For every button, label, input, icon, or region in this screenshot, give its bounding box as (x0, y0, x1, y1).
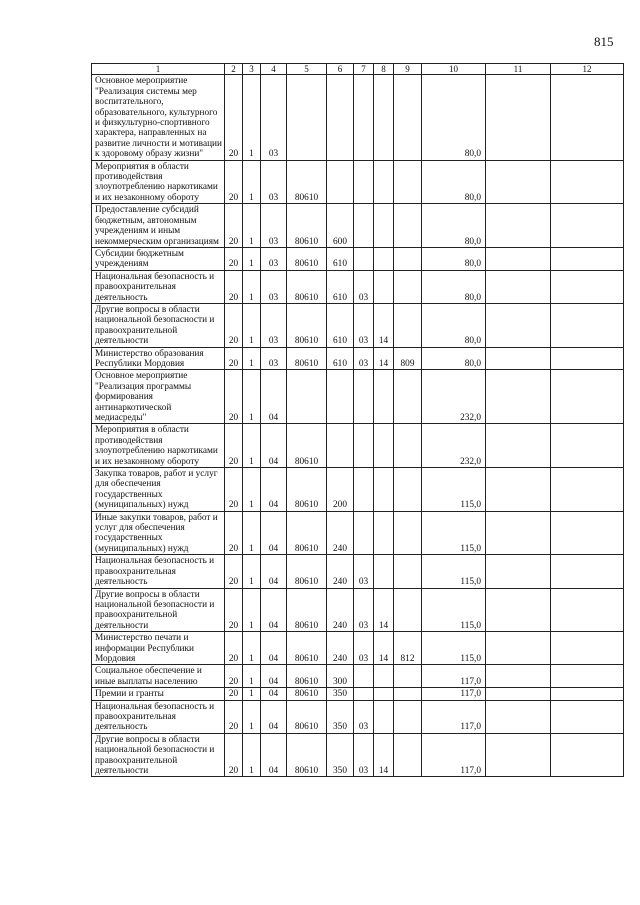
code-cell (374, 468, 394, 512)
code-cell: 1 (243, 370, 261, 424)
code-cell: 80610 (287, 700, 327, 733)
code-cell (394, 160, 422, 204)
table-row (92, 555, 624, 588)
table-row (92, 688, 624, 700)
code-cell: 610 (327, 270, 354, 303)
amount-cell: 80,0 (422, 247, 486, 270)
code-cell: 1 (243, 555, 261, 588)
amount-cell (551, 688, 624, 700)
code-cell: 14 (374, 347, 394, 370)
code-cell: 610 (327, 247, 354, 270)
amount-cell: 115,0 (422, 555, 486, 588)
code-cell (394, 468, 422, 512)
row-name-cell: Основное мероприятие "Реализация программы формирования антинаркотической медиасреды" (92, 370, 225, 424)
code-cell (394, 270, 422, 303)
code-cell (287, 75, 327, 160)
amount-cell: 80,0 (422, 75, 486, 160)
header-cell: 2 (225, 64, 243, 75)
code-cell: 240 (327, 588, 354, 632)
table-row (92, 733, 624, 777)
code-cell: 14 (374, 733, 394, 777)
code-cell: 350 (327, 688, 354, 700)
code-cell: 80610 (287, 303, 327, 347)
code-cell (354, 247, 374, 270)
amount-cell: 80,0 (422, 270, 486, 303)
header-cell: 12 (551, 64, 624, 75)
code-cell: 03 (261, 347, 287, 370)
code-cell (394, 303, 422, 347)
row-name-cell: Национальная безопасность и правоохранительная деятельность (92, 555, 225, 588)
row-name-cell: Национальная безопасность и правоохранительная деятельность (92, 270, 225, 303)
code-cell (354, 370, 374, 424)
amount-cell (486, 665, 551, 688)
amount-cell (486, 303, 551, 347)
budget-table (91, 63, 624, 777)
amount-cell (551, 511, 624, 555)
code-cell: 812 (394, 632, 422, 665)
code-cell (374, 370, 394, 424)
code-cell: 1 (243, 733, 261, 777)
code-cell: 80610 (287, 555, 327, 588)
code-cell: 610 (327, 347, 354, 370)
code-cell: 14 (374, 588, 394, 632)
amount-cell (486, 688, 551, 700)
header-cell: 8 (374, 64, 394, 75)
amount-cell (486, 347, 551, 370)
code-cell: 03 (261, 160, 287, 204)
table-row (92, 75, 624, 160)
code-cell: 80610 (287, 733, 327, 777)
amount-cell: 80,0 (422, 347, 486, 370)
code-cell (374, 270, 394, 303)
code-cell: 20 (225, 733, 243, 777)
code-cell: 04 (261, 632, 287, 665)
amount-cell: 232,0 (422, 370, 486, 424)
amount-cell (486, 370, 551, 424)
table-row (92, 632, 624, 665)
amount-cell (551, 270, 624, 303)
table-row (92, 424, 624, 468)
code-cell: 350 (327, 700, 354, 733)
code-cell (394, 733, 422, 777)
code-cell: 809 (394, 347, 422, 370)
code-cell: 03 (354, 700, 374, 733)
amount-cell (551, 424, 624, 468)
row-name-cell: Субсидии бюджетным учреждениям (92, 247, 225, 270)
amount-cell (551, 204, 624, 248)
amount-cell (551, 632, 624, 665)
row-name-cell: Другие вопросы в области национальной безопасности и правоохранительной деятельности (92, 303, 225, 347)
code-cell (374, 160, 394, 204)
header-cell: 5 (287, 64, 327, 75)
amount-cell: 80,0 (422, 303, 486, 347)
code-cell: 14 (374, 632, 394, 665)
code-cell: 80610 (287, 160, 327, 204)
amount-cell (486, 555, 551, 588)
code-cell: 610 (327, 303, 354, 347)
code-cell (374, 700, 394, 733)
table-row (92, 160, 624, 204)
code-cell: 03 (354, 347, 374, 370)
row-name-cell: Другие вопросы в области национальной безопасности и правоохранительной деятельности (92, 588, 225, 632)
amount-cell (551, 700, 624, 733)
code-cell: 1 (243, 204, 261, 248)
code-cell: 20 (225, 204, 243, 248)
row-name-cell: Национальная безопасность и правоохранительная деятельность (92, 700, 225, 733)
row-name-cell: Мероприятия в области противодействия злоупотреблению наркотиками и их незаконному обороту (92, 424, 225, 468)
code-cell: 04 (261, 588, 287, 632)
row-name-cell: Министерство образования Республики Мордовия (92, 347, 225, 370)
code-cell: 1 (243, 424, 261, 468)
code-cell (394, 204, 422, 248)
amount-cell (551, 160, 624, 204)
code-cell: 03 (354, 555, 374, 588)
amount-cell (486, 75, 551, 160)
header-cell: 1 (92, 64, 225, 75)
code-cell: 04 (261, 665, 287, 688)
code-cell: 20 (225, 632, 243, 665)
amount-cell (486, 247, 551, 270)
code-cell (394, 688, 422, 700)
row-name-cell: Социальное обеспечение и иные выплаты населению (92, 665, 225, 688)
code-cell: 20 (225, 468, 243, 512)
code-cell (327, 75, 354, 160)
code-cell (394, 75, 422, 160)
code-cell: 80610 (287, 511, 327, 555)
amount-cell: 115,0 (422, 468, 486, 512)
amount-cell: 232,0 (422, 424, 486, 468)
code-cell: 20 (225, 511, 243, 555)
code-cell: 350 (327, 733, 354, 777)
code-cell (354, 75, 374, 160)
amount-cell (486, 588, 551, 632)
amount-cell: 117,0 (422, 665, 486, 688)
code-cell (394, 511, 422, 555)
code-cell: 20 (225, 270, 243, 303)
amount-cell (486, 632, 551, 665)
code-cell: 80610 (287, 632, 327, 665)
amount-cell (551, 347, 624, 370)
code-cell: 1 (243, 75, 261, 160)
code-cell: 200 (327, 468, 354, 512)
code-cell: 20 (225, 665, 243, 688)
code-cell: 20 (225, 688, 243, 700)
code-cell (394, 247, 422, 270)
code-cell (374, 424, 394, 468)
code-cell: 300 (327, 665, 354, 688)
row-name-cell: Основное мероприятие "Реализация системы мер воспитательного, образовательного, культурного и физкультурно-спортивного характера, направленных на развитие личности и мотивации к здоровому образу жизни" (92, 75, 225, 160)
code-cell: 80610 (287, 588, 327, 632)
amount-cell (551, 733, 624, 777)
code-cell: 03 (261, 303, 287, 347)
code-cell: 03 (354, 588, 374, 632)
code-cell: 04 (261, 511, 287, 555)
code-cell: 04 (261, 370, 287, 424)
code-cell: 20 (225, 370, 243, 424)
table-row (92, 700, 624, 733)
code-cell: 20 (225, 247, 243, 270)
header-cell: 3 (243, 64, 261, 75)
amount-cell: 117,0 (422, 688, 486, 700)
amount-cell: 80,0 (422, 204, 486, 248)
row-name-cell: Закупка товаров, работ и услуг для обеспечения государственных (муниципальных) нужд (92, 468, 225, 512)
header-cell: 4 (261, 64, 287, 75)
amount-cell (486, 511, 551, 555)
table-row (92, 665, 624, 688)
code-cell: 80610 (287, 270, 327, 303)
header-cell: 9 (394, 64, 422, 75)
code-cell: 20 (225, 700, 243, 733)
code-cell (354, 468, 374, 512)
code-cell: 20 (225, 555, 243, 588)
code-cell: 80610 (287, 665, 327, 688)
code-cell (354, 688, 374, 700)
code-cell: 20 (225, 588, 243, 632)
code-cell: 80610 (287, 247, 327, 270)
code-cell (374, 75, 394, 160)
table-row (92, 370, 624, 424)
amount-cell (486, 700, 551, 733)
code-cell: 03 (261, 204, 287, 248)
code-cell: 20 (225, 347, 243, 370)
code-cell (354, 665, 374, 688)
code-cell: 03 (354, 632, 374, 665)
amount-cell (486, 270, 551, 303)
code-cell: 03 (354, 270, 374, 303)
amount-cell (551, 247, 624, 270)
row-name-cell: Предоставление субсидий бюджетным, автономным учреждениям и иным некоммерческим организациям (92, 204, 225, 248)
code-cell: 14 (374, 303, 394, 347)
amount-cell (551, 665, 624, 688)
table-row (92, 347, 624, 370)
code-cell (374, 247, 394, 270)
code-cell: 1 (243, 700, 261, 733)
code-cell: 20 (225, 424, 243, 468)
code-cell: 03 (261, 270, 287, 303)
code-cell: 600 (327, 204, 354, 248)
code-cell (394, 555, 422, 588)
code-cell: 04 (261, 700, 287, 733)
amount-cell (551, 555, 624, 588)
code-cell: 03 (261, 75, 287, 160)
table-row (92, 588, 624, 632)
row-name-cell: Министерство печати и информации Республики Мордовия (92, 632, 225, 665)
amount-cell: 117,0 (422, 700, 486, 733)
header-cell: 7 (354, 64, 374, 75)
code-cell (354, 160, 374, 204)
amount-cell (486, 160, 551, 204)
row-name-cell: Иные закупки товаров, работ и услуг для обеспечения государственных (муниципальных) нужд (92, 511, 225, 555)
code-cell: 20 (225, 75, 243, 160)
code-cell: 03 (354, 733, 374, 777)
code-cell (374, 688, 394, 700)
header-cell: 10 (422, 64, 486, 75)
code-cell: 1 (243, 588, 261, 632)
code-cell: 04 (261, 555, 287, 588)
code-cell: 80610 (287, 347, 327, 370)
code-cell: 240 (327, 555, 354, 588)
code-cell: 04 (261, 688, 287, 700)
code-cell: 1 (243, 160, 261, 204)
code-cell (374, 555, 394, 588)
code-cell (354, 204, 374, 248)
code-cell: 1 (243, 347, 261, 370)
code-cell: 240 (327, 632, 354, 665)
code-cell (354, 424, 374, 468)
code-cell: 1 (243, 688, 261, 700)
header-cell: 11 (486, 64, 551, 75)
row-name-cell: Премии и гранты (92, 688, 225, 700)
amount-cell (486, 204, 551, 248)
table-row (92, 247, 624, 270)
code-cell: 20 (225, 160, 243, 204)
code-cell (394, 588, 422, 632)
amount-cell: 115,0 (422, 588, 486, 632)
page-number: 815 (594, 34, 614, 49)
code-cell: 80610 (287, 424, 327, 468)
amount-cell: 115,0 (422, 632, 486, 665)
row-name-cell: Другие вопросы в области национальной безопасности и правоохранительной деятельности (92, 733, 225, 777)
code-cell: 04 (261, 733, 287, 777)
table-row (92, 204, 624, 248)
code-cell: 1 (243, 632, 261, 665)
amount-cell (551, 588, 624, 632)
code-cell: 04 (261, 424, 287, 468)
code-cell: 04 (261, 468, 287, 512)
header-cell: 6 (327, 64, 354, 75)
code-cell (394, 370, 422, 424)
code-cell (394, 700, 422, 733)
amount-cell: 80,0 (422, 160, 486, 204)
table-row (92, 468, 624, 512)
code-cell (394, 665, 422, 688)
code-cell (354, 511, 374, 555)
amount-cell (486, 733, 551, 777)
amount-cell (551, 468, 624, 512)
code-cell: 03 (261, 247, 287, 270)
table-row (92, 511, 624, 555)
amount-cell (486, 468, 551, 512)
code-cell (327, 424, 354, 468)
code-cell: 1 (243, 665, 261, 688)
amount-cell (486, 424, 551, 468)
code-cell: 20 (225, 303, 243, 347)
table-row (92, 303, 624, 347)
amount-cell (551, 370, 624, 424)
code-cell: 1 (243, 468, 261, 512)
code-cell: 1 (243, 303, 261, 347)
code-cell: 240 (327, 511, 354, 555)
code-cell: 1 (243, 270, 261, 303)
code-cell: 1 (243, 247, 261, 270)
table-row (92, 270, 624, 303)
code-cell (287, 370, 327, 424)
code-cell: 80610 (287, 204, 327, 248)
amount-cell (551, 303, 624, 347)
code-cell (374, 511, 394, 555)
row-name-cell: Мероприятия в области противодействия злоупотреблению наркотиками и их незаконному обороту (92, 160, 225, 204)
amount-cell: 117,0 (422, 733, 486, 777)
code-cell: 03 (354, 303, 374, 347)
code-cell (374, 665, 394, 688)
code-cell: 80610 (287, 688, 327, 700)
code-cell (394, 424, 422, 468)
amount-cell (551, 75, 624, 160)
code-cell: 80610 (287, 468, 327, 512)
table-header-row (92, 64, 624, 75)
code-cell: 1 (243, 511, 261, 555)
amount-cell: 115,0 (422, 511, 486, 555)
code-cell (327, 370, 354, 424)
code-cell (327, 160, 354, 204)
code-cell (374, 204, 394, 248)
